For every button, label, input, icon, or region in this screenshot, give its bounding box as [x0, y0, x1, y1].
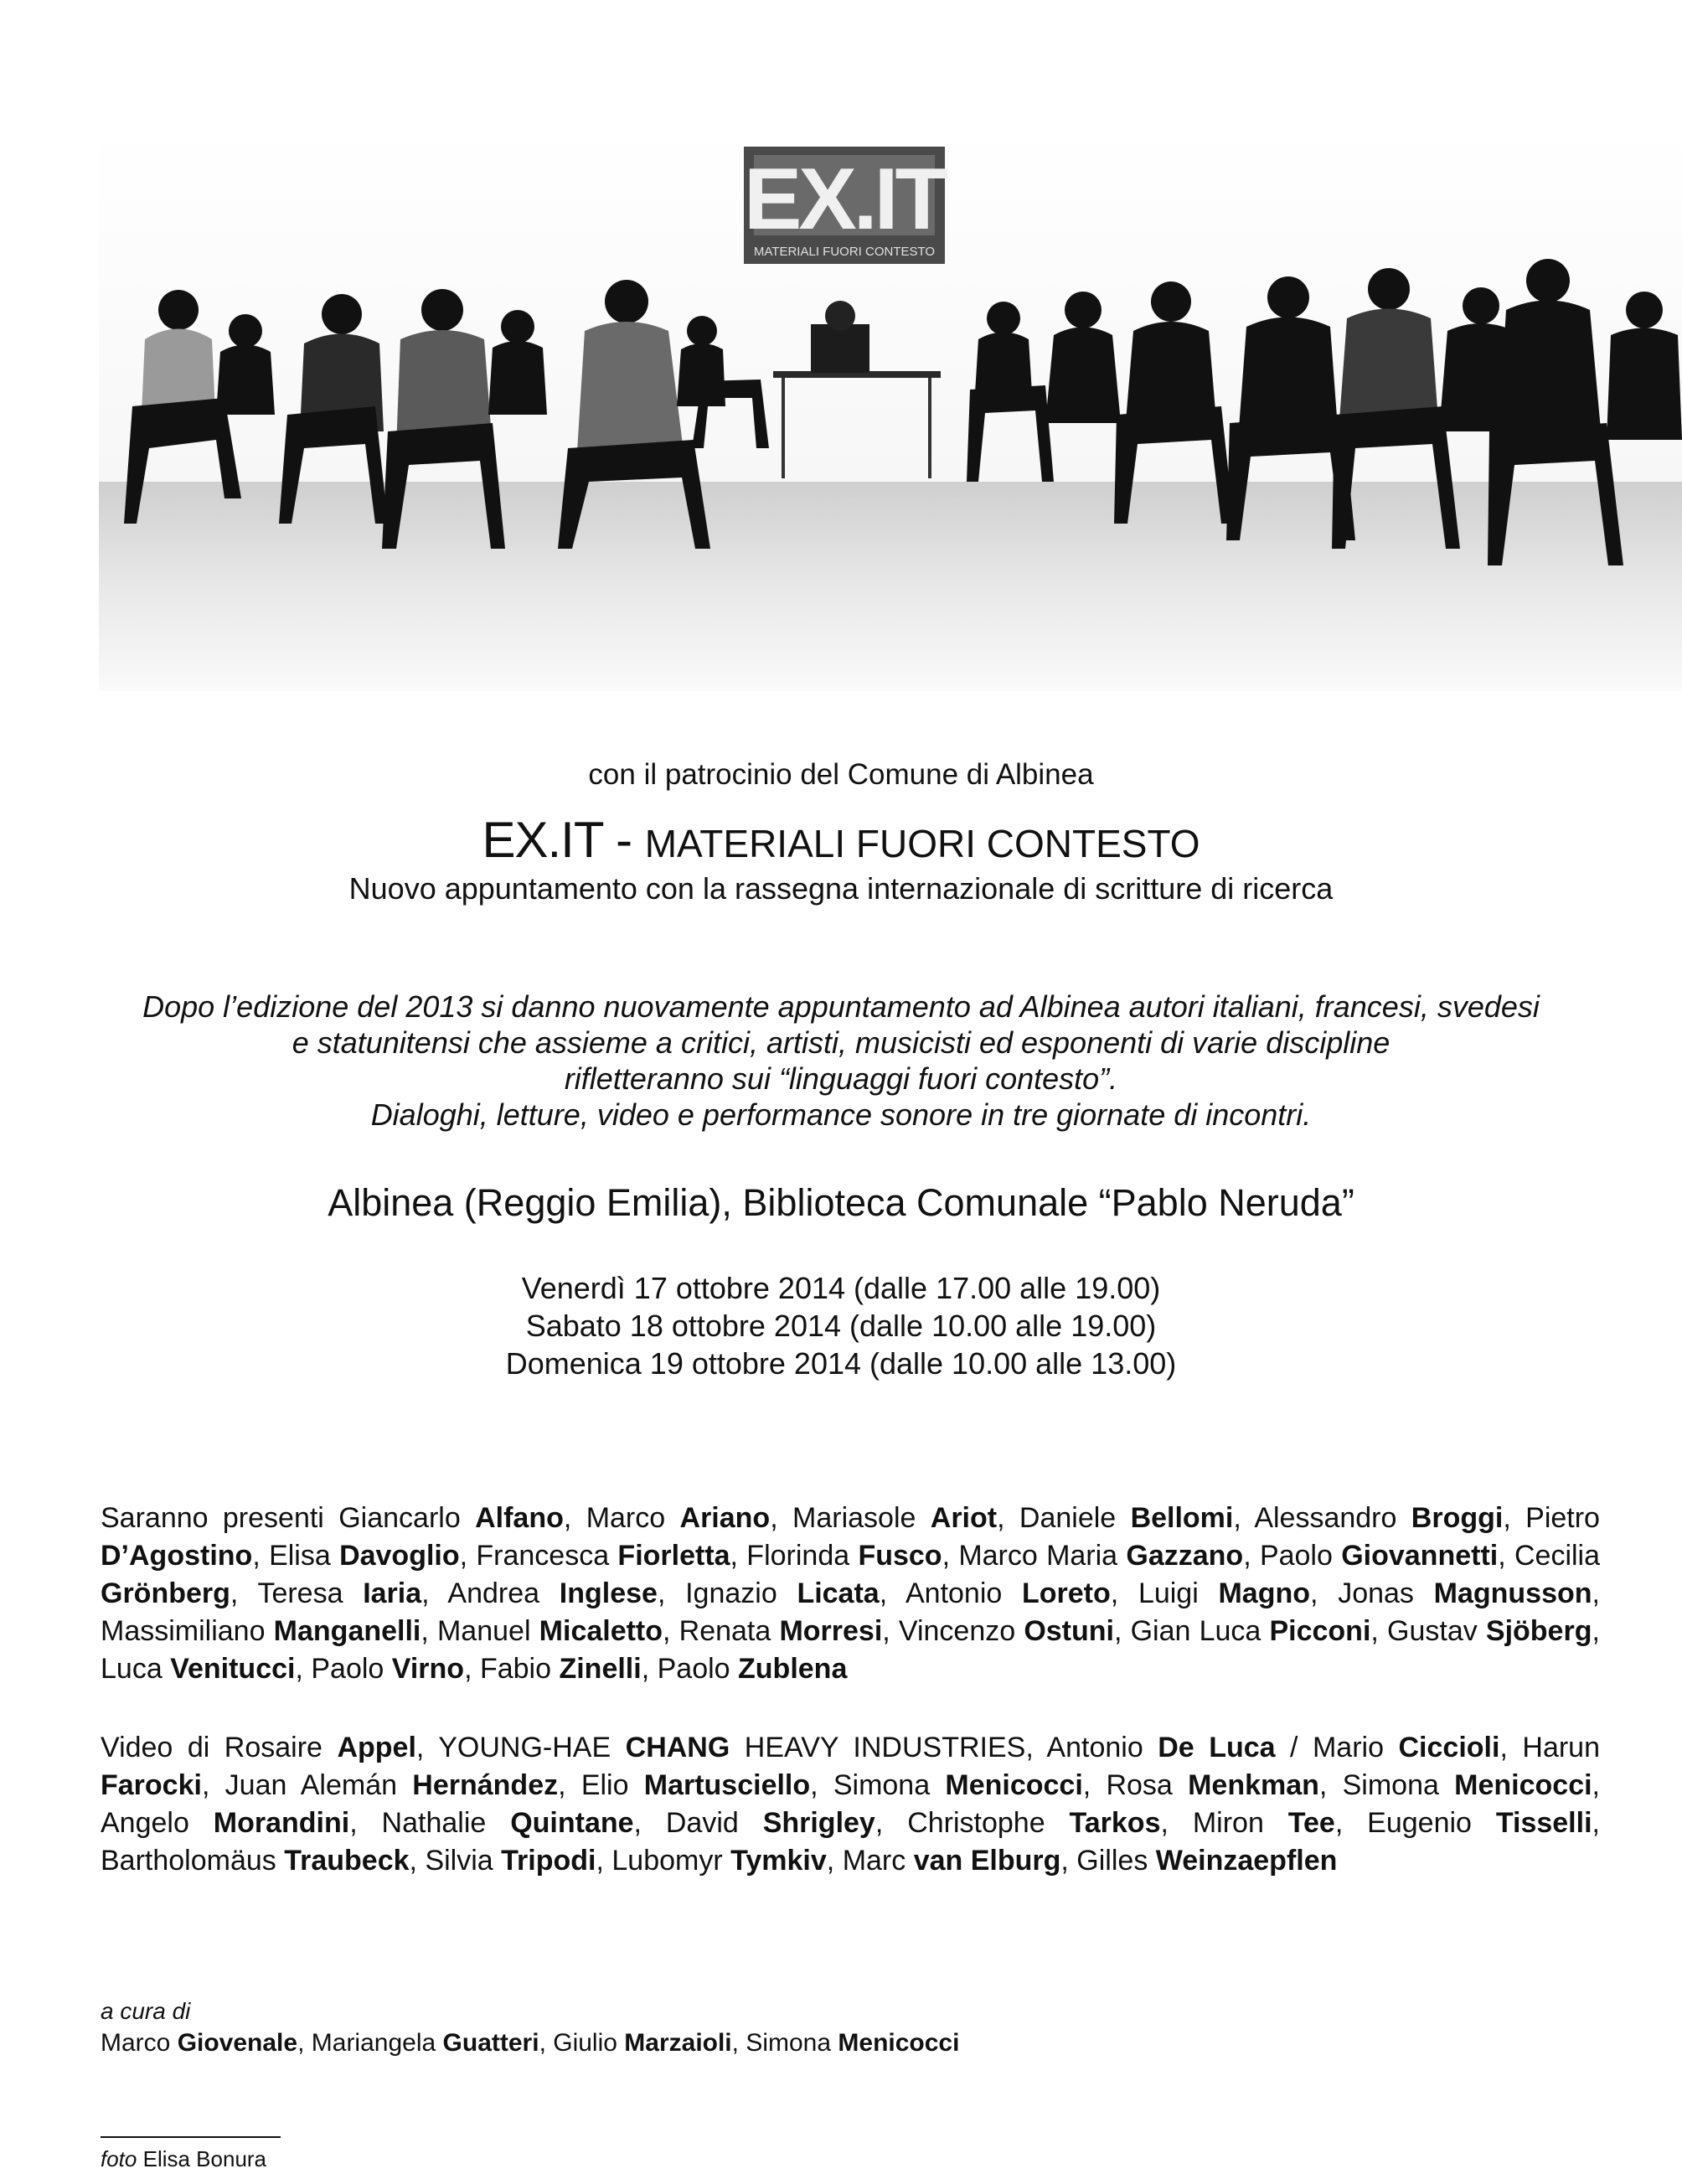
person-name: Florinda Fusco	[746, 1540, 942, 1572]
person-name: Juan Alemán Hernández	[224, 1769, 559, 1801]
person-name: Marco Giovenale	[101, 2029, 298, 2057]
event-title-rest: MATERIALI FUORI CONTESTO	[644, 822, 1200, 865]
footnote-rule	[101, 2136, 281, 2138]
intro-line: rifletteranno sui “linguaggi fuori contesto”.	[564, 1061, 1118, 1096]
person-name: Cecilia Grönberg	[101, 1540, 1601, 1609]
person-name: Renata Morresi	[678, 1615, 883, 1647]
person-name: Andrea Inglese	[447, 1577, 658, 1609]
person-name: Elisa Davoglio	[269, 1540, 460, 1572]
person-name: Rosa Menkman	[1106, 1769, 1319, 1801]
person-name: Massimiliano Manganelli	[101, 1615, 421, 1647]
person-name: Giulio Marzaioli	[553, 2029, 732, 2057]
video-artists-paragraph: Video di Rosaire Appel, YOUNG-HAE CHANG HEAVY INDUSTRIES, Antonio De Luca / Mario Ciccioli, Harun Farocki, Juan Alemán Hernández, Elio Martusciello, Simona Menicocci, Rosa Menkman, Simona Menicocci, Angelo Morandini, Nathalie Quintane, David Shrigley, Christophe Tarkos, Miron Tee, Eugenio Tisselli, Bartholomäus Traubeck, Silvia Tripodi, Lubomyr Tymkiv, Marc van Elburg, Gilles Weinzaepflen	[101, 1732, 1600, 1877]
dates-list	[0, 1269, 1682, 1382]
person-name: Miron Tee	[1192, 1807, 1335, 1839]
venue: Albinea (Reggio Emilia), Biblioteca Comunale “Pablo Neruda”	[328, 1181, 1354, 1224]
person-name: Teresa Iaria	[257, 1577, 422, 1609]
person-name: David Shrigley	[665, 1807, 875, 1839]
person-name: Paolo Virno	[311, 1653, 465, 1685]
person-name: Ignazio Licata	[685, 1577, 880, 1609]
person-name: Gilles Weinzaepflen	[1076, 1845, 1338, 1877]
person-name: Gian Luca Picconi	[1130, 1615, 1371, 1647]
person-name: Harun Farocki	[101, 1732, 1600, 1801]
date-line: Domenica 19 ottobre 2014 (dalle 10.00 alle 13.00)	[505, 1346, 1177, 1381]
person-name: Vincenzo Ostuni	[898, 1615, 1114, 1647]
person-name: Antonio Loreto	[905, 1577, 1111, 1609]
person-name: Christophe Tarkos	[907, 1807, 1161, 1839]
person-name: Simona Menicocci	[746, 2029, 960, 2057]
person-name: Marco Ariano	[586, 1502, 771, 1534]
person-name: Daniele Bellomi	[1019, 1502, 1234, 1534]
person-name: YOUNG-HAE CHANG HEAVY INDUSTRIES	[438, 1732, 1026, 1763]
person-name: Francesca Fiorletta	[476, 1540, 730, 1572]
person-name: Marc van Elburg	[842, 1845, 1061, 1877]
person-name: Jonas Magnusson	[1338, 1577, 1592, 1609]
exit-logo	[744, 147, 948, 264]
person-name: Marco Maria Gazzano	[958, 1540, 1244, 1572]
person-name: Gustav Sjöberg	[1387, 1615, 1592, 1647]
person-name: Paolo Giovannetti	[1259, 1540, 1499, 1572]
person-name: Simona Menicocci	[833, 1769, 1083, 1801]
person-name: Mariangela Guatteri	[311, 2029, 539, 2057]
event-title	[0, 811, 1682, 869]
list-lead: Video di	[101, 1732, 224, 1763]
event-title-main: EX.IT -	[482, 812, 645, 868]
person-name: Luca Venitucci	[101, 1653, 296, 1685]
person-name: Rosaire Appel	[224, 1732, 416, 1763]
photo-credit	[101, 2146, 266, 2172]
person-name: Giancarlo Alfano	[338, 1502, 564, 1534]
person-name: Manuel Micaletto	[436, 1615, 663, 1647]
person-name: Lubomyr Tymkiv	[611, 1845, 827, 1877]
participants-paragraph: Saranno presenti Giancarlo Alfano, Marco Ariano, Mariasole Ariot, Daniele Bellomi, Alessandro Broggi, Pietro D’Agostino, Elisa Davoglio, Francesca Fiorletta, Florinda Fusco, Marco Maria Gazzano, Paolo Giovannetti, Cecilia Grönberg, Teresa Iaria, Andrea Inglese, Ignazio Licata, Antonio Loreto, Luigi Magno, Jonas Magnusson, Massimiliano Manganelli, Manuel Micaletto, Renata Morresi, Vincenzo Ostuni, Gian Luca Picconi, Gustav Sjöberg, Luca Venitucci, Paolo Virno, Fabio Zinelli, Paolo Zublena	[101, 1502, 1601, 1685]
intro-line: e statunitensi che assieme a critici, artisti, musicisti ed esponenti di varie discipline	[292, 1025, 1390, 1060]
person-name: Eugenio Tisselli	[1367, 1807, 1592, 1839]
intro-line: Dialoghi, letture, video e performance sonore in tre giornate di incontri.	[370, 1097, 1312, 1132]
person-name: Fabio Zinelli	[479, 1653, 642, 1685]
person-name: Pietro D’Agostino	[101, 1502, 1600, 1572]
intro-line: Dopo l’edizione del 2013 si danno nuovamente appuntamento ad Albinea autori italiani, francesi, svedesi	[142, 989, 1540, 1024]
patronage-line: con il patrocinio del Comune di Albinea	[588, 758, 1094, 791]
person-name: Alessandro Broggi	[1254, 1502, 1504, 1534]
event-subtitle: Nuovo appuntamento con la rassegna internazionale di scritture di ricerca	[348, 871, 1334, 906]
person-name: Elio Martusciello	[580, 1769, 811, 1801]
list-lead: Saranno presenti	[101, 1502, 339, 1534]
curators-line: Marco Giovenale, Mariangela Guatteri, Giulio Marzaioli, Simona Menicocci	[101, 2029, 960, 2057]
person-name: Paolo Zublena	[657, 1653, 848, 1685]
person-name: Bartholomäus Traubeck	[101, 1845, 410, 1877]
person-name: Angelo Morandini	[101, 1807, 350, 1839]
person-name: Mariasole Ariot	[792, 1502, 998, 1534]
person-name: Simona Menicocci	[1342, 1769, 1592, 1801]
person-name: Nathalie Quintane	[381, 1807, 634, 1839]
person-name: Antonio De Luca / Mario Ciccioli	[1046, 1732, 1500, 1763]
logo-small-text: MATERIALI FUORI CONTESTO	[753, 245, 936, 259]
date-line: Venerdì 17 ottobre 2014 (dalle 17.00 alle 19.00)	[521, 1271, 1161, 1305]
person-name: Luigi Magno	[1138, 1577, 1311, 1609]
date-line: Sabato 18 ottobre 2014 (dalle 10.00 alle 19.00)	[525, 1309, 1157, 1343]
photo-credit-label: foto	[101, 2146, 137, 2171]
curated-by-label: a cura di	[101, 1998, 191, 2024]
photo-credit-name: Elisa Bonura	[137, 2146, 267, 2171]
person-name: Silvia Tripodi	[425, 1845, 596, 1877]
event-photo	[99, 130, 1682, 691]
intro-paragraph	[0, 989, 1682, 1133]
logo-big-text: EX.IT	[743, 151, 946, 248]
